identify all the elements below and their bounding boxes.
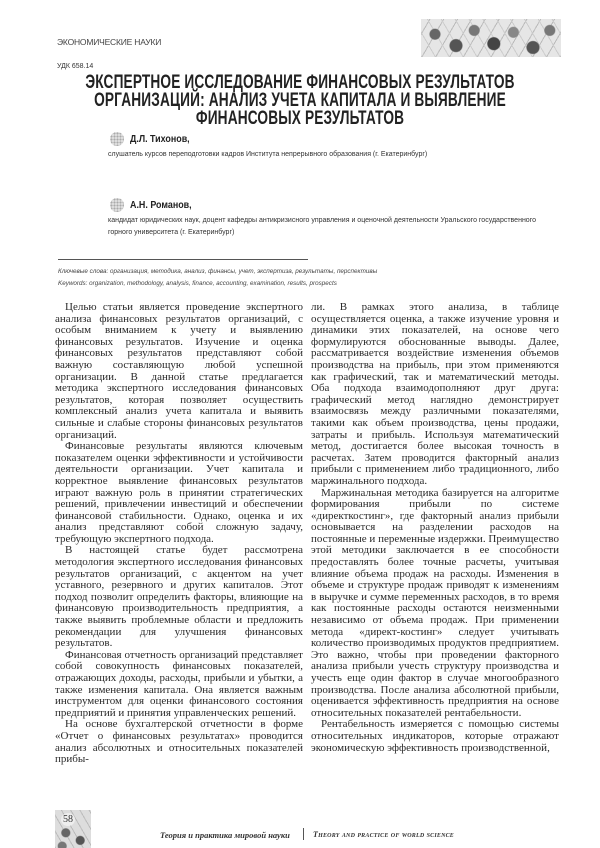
journal-title-ru: Теория и практика мировой науки <box>160 830 290 840</box>
paragraph: В настоящей статье будет рассмотрена методология экспертного исследования финансовых результатов организаций, с акцентом на учет уставного, резервного и других капиталов. Этот подход позволит определить факторы, влияющие на финансовую производительность предприятия, а также выявить проблемные области и предложить рекомендации для улучшения финансовых результатов. <box>55 545 303 649</box>
author-affiliation: кандидат юридических наук, доцент кафедры антикризисного управления и оценочной деятельности Уральского государственного горного университета (г. Екатеринбург) <box>108 215 548 239</box>
author-icon <box>110 198 124 212</box>
udk-code: УДК 658.14 <box>57 63 93 71</box>
paragraph: Целью статьи является проведение экспертного анализа финансовых результатов организаций, с особым вниманием к учету и выявлению финансовых результатов. Изучение и оценка финансовых результатов представляют собой важную составляющую любой успешной организации. В данной статье предлагается методика экспертного исследования финансовых результатов, которая позволяет осуществить комплексный анализ учета капитала и выявить сильные и слабые стороны финансовых результатов организаций. <box>55 302 303 441</box>
keywords-ru: Ключевые слова: организация, методика, анализ, финансы, учет, экспертиза, результаты, перспективы <box>58 268 377 276</box>
paragraph: Рентабельность измеряется с помощью системы относительных индикаторов, которые отражают экономическую эффективность производственной, <box>311 719 559 754</box>
page-number-badge <box>55 810 91 848</box>
divider <box>58 259 308 260</box>
paragraph: ли. В рамках этого анализа, в таблице осуществляется оценка, а также изучение уровня и динамики этих показателей, на основе чего формулируются обоснованные выводы. Далее, рассматривается воздействие изменения объемов производства на прибыль, при этом применяются как графический, так и математический методы. Оба подхода взаимодополняют друг друга: графический метод наглядно демонстрирует взаимосвязь между различными показателями, такими как объем производства, цены продажи, затраты и прибыль. Используя математический метод, достигается более высокая точность в расчетах. Затем проводится факторный анализ прибыли с применением либо традиционного, либо маржинального подхода. <box>311 302 559 488</box>
page-number: 58 <box>61 813 75 826</box>
author-icon <box>110 132 124 146</box>
article-title: ЭКСПЕРТНОЕ ИССЛЕДОВАНИЕ ФИНАНСОВЫХ РЕЗУЛЬТАТОВ ОРГАНИЗАЦИЙ: АНАЛИЗ УЧЕТА КАПИТАЛА И ВЫЯВЛЕНИЕ ФИНАНСОВЫХ РЕЗУЛЬТАТОВ <box>70 74 531 128</box>
author-name: Д.Л. Тихонов, <box>130 133 190 145</box>
header-molecule-image <box>421 19 561 57</box>
paragraph: Маржинальная методика базируется на алгоритме формирования прибыли по системе «директкостинг», где факторный анализ прибыли основывается на разделении расходов на постоянные и переменные издержки. Преимущество этой методики заключается в ее способности предоставлять более точные расчеты, учитывая влияние объема продаж на расходы. Изменения в объеме и структуре продаж приводят к изменениям в выручке и сумме переменных расходов, в то время как постоянные расходы остаются неизменными независимо от объема продаж. При применении метода «директ-костинг» следует учитывать количество производимых продуктов предприятием. Это важно, чтобы при проведении факторного анализа прибыли учесть структуру производства и учесть еще один фактор в случае многообразного производства. После анализа абсолютной прибыли, оценивается эффективность предприятия на основе относительных показателей рентабельности. <box>311 488 559 720</box>
body-column-left <box>55 302 303 766</box>
keywords-en: Keywords: organization, methodology, analysis, finance, accounting, examination, results, prospects <box>58 280 337 288</box>
paragraph: Финансовые результаты являются ключевым показателем оценки эффективности и устойчивости деятельности организации. Учет капитала и корректное выявление финансовых результатов играют важную роль в принятии стратегических решений, привлечении инвестиций и обеспечении финансовой стабильности. Однако, оценка и их анализ представляют собой сложную задачу, требующую экспертного подхода. <box>55 441 303 545</box>
section-label: ЭКОНОМИЧЕСКИЕ НАУКИ <box>57 37 161 47</box>
paragraph: На основе бухгалтерской отчетности в форме «Отчет о финансовых результатах» проводится анализ абсолютных и относительных показателей прибы- <box>55 719 303 765</box>
footer-separator <box>303 828 304 840</box>
journal-title-en: Theory and practice of world science <box>313 830 454 839</box>
paragraph: Финансовая отчетность организаций представляет собой совокупность финансовых показателей, отражающих доходы, расходы, прибыли и убытки, а также изменения капитала. Она является важным инструментом для оценки финансового состояния предприятий и принятия управленческих решений. <box>55 650 303 720</box>
author-name: А.Н. Романов, <box>130 199 192 211</box>
body-column-right <box>311 302 559 754</box>
author-affiliation: слушатель курсов переподготовки кадров Института непрерывного образования (г. Екатеринбург) <box>108 149 548 161</box>
